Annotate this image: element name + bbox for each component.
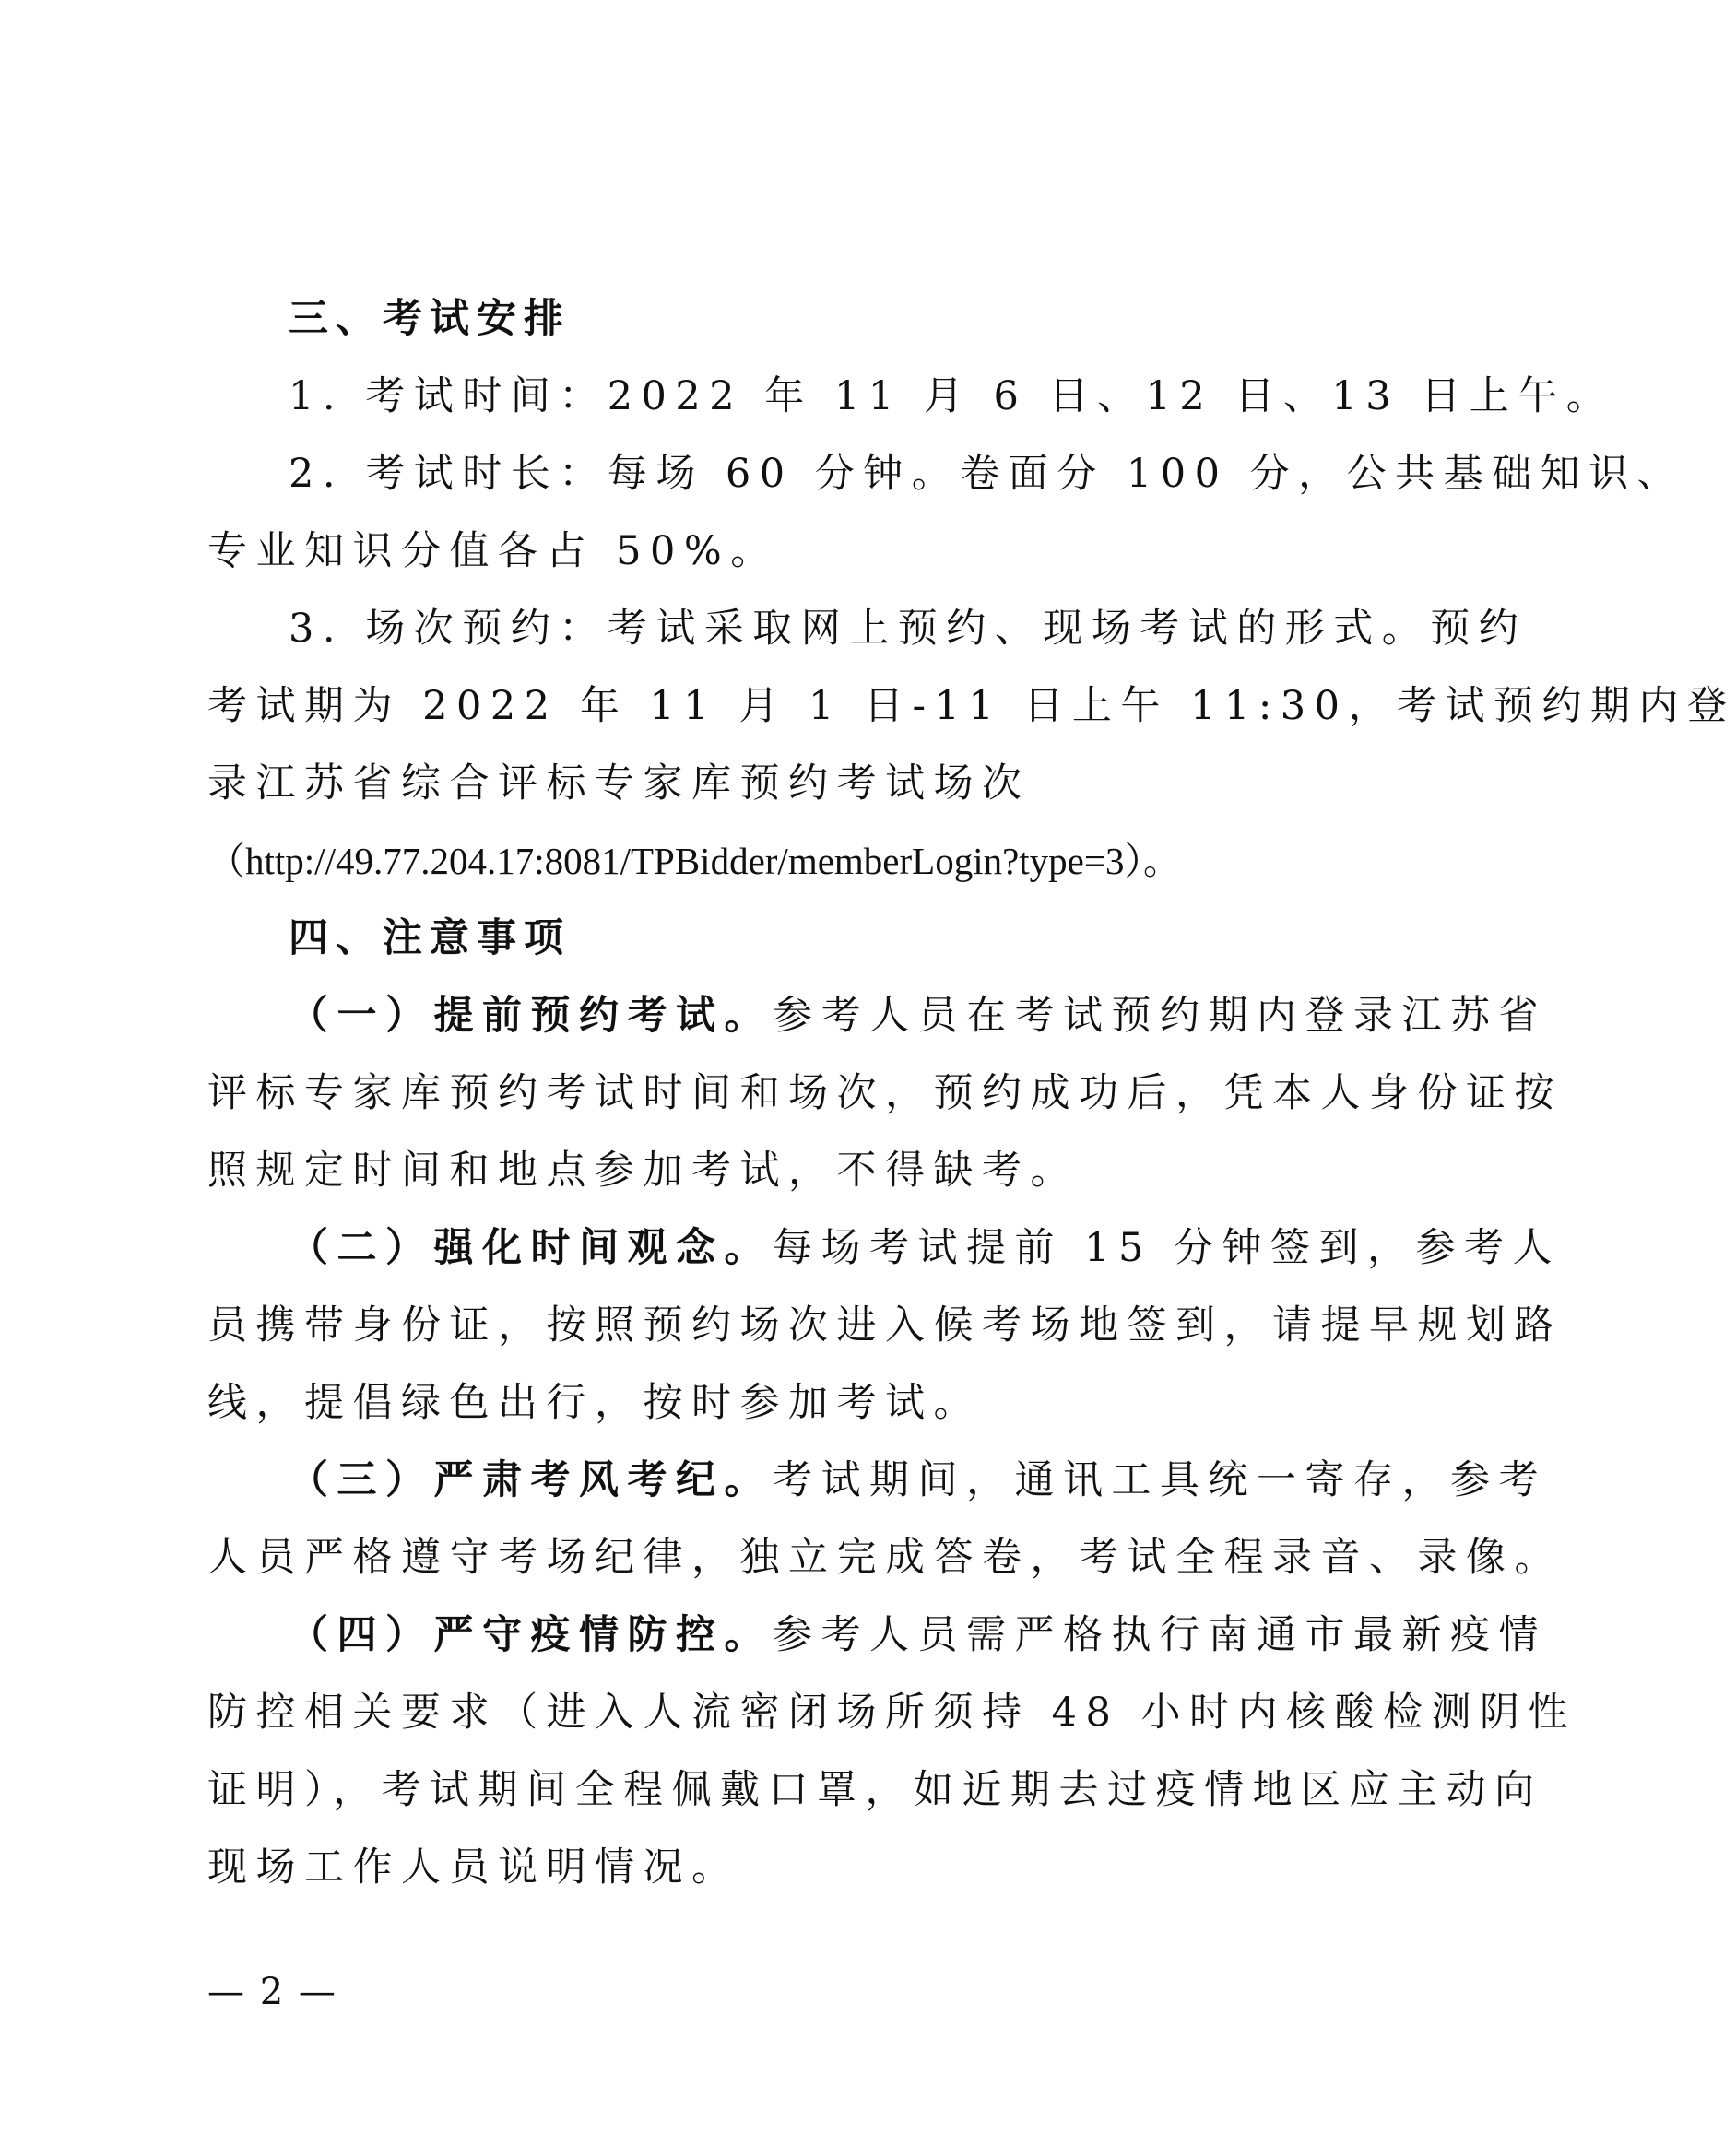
note-3-label: （三）严肃考风考纪。 [289,1457,773,1503]
note-3-text: 考试期间，通讯工具统一寄存，参考 [773,1457,1547,1503]
exam-duration-item-line2: 专业知识分值各占 50%。 [207,528,779,574]
booking-url-link[interactable]: （http://49.77.204.17:8081/TPBidder/memberLogin?type=3）。 [207,840,1181,882]
note-2-line2: 员携带身份证，按照预约场次进入候考场地签到，请提早规划路 [207,1302,1563,1349]
booking-item-line3: 录江苏省综合评标专家库预约考试场次 [207,760,1031,807]
note-4-line3: 证明），考试期间全程佩戴口罩，如近期去过疫情地区应主动向 [207,1767,1543,1813]
note-3-line2: 人员严格遵守考场纪律，独立完成答卷，考试全程录音、录像。 [207,1535,1563,1581]
note-4-label: （四）严守疫情防控。 [289,1612,773,1658]
section-heading-notes: 四、注意事项 [289,915,571,961]
note-2-line1 [289,1222,1561,1274]
note-4-line1 [289,1609,1547,1661]
note-4-line4: 现场工作人员说明情况。 [207,1844,740,1891]
note-3-line1 [289,1455,1547,1506]
note-1-label: （一）提前预约考试。 [289,993,773,1039]
note-4-line2: 防控相关要求（进入人流密闭场所须持 48 小时内核酸检测阴性 [207,1690,1577,1736]
note-1-line3: 照规定时间和地点参加考试，不得缺考。 [207,1148,1079,1194]
note-4-text: 参考人员需严格执行南通市最新疫情 [773,1612,1547,1658]
exam-time-item: 1. 考试时间：2022 年 11 月 6 日、12 日、13 日上午。 [289,373,1615,419]
section-heading-exam-arrangement: 三、考试安排 [289,296,571,342]
note-1-text: 参考人员在考试预约期内登录江苏省 [773,993,1547,1039]
note-2-label: （二）强化时间观念。 [289,1225,773,1271]
note-1-line1 [289,990,1547,1042]
booking-item-line2: 考试期为 2022 年 11 月 1 日-11 日上午 11:30，考试预约期内登 [207,683,1736,729]
page-number: — 2 — [207,1971,337,2013]
booking-item-line1: 3. 场次预约：考试采取网上预约、现场考试的形式。预约 [289,606,1528,652]
note-1-line2: 评标专家库预约考试时间和场次，预约成功后，凭本人身份证按 [207,1070,1563,1116]
exam-duration-item-line1: 2. 考试时长：每场 60 分钟。卷面分 100 分，公共基础知识、 [289,451,1686,497]
note-2-text: 每场考试提前 15 分钟签到，参考人 [773,1225,1562,1271]
note-2-line3: 线，提倡绿色出行，按时参加考试。 [207,1380,982,1426]
